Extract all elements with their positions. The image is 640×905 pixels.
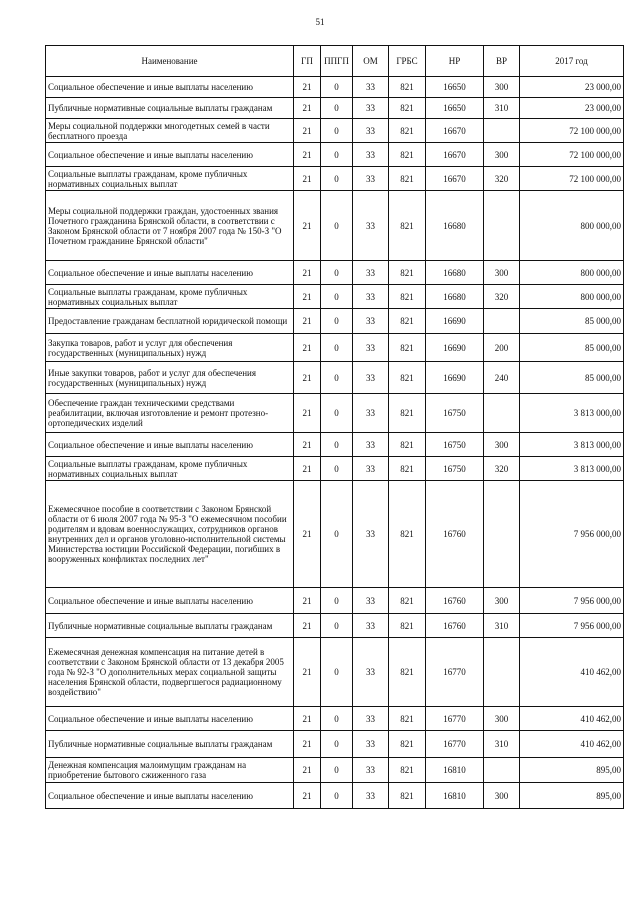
cell-om: 33 [353,285,389,309]
cell-om: 33 [353,707,389,731]
cell-om: 33 [353,143,389,167]
cell-ppgp: 0 [321,285,353,309]
table-row [46,98,624,119]
cell-gp: 21 [294,309,321,334]
column-header-np: НР [426,46,484,77]
column-header-year: 2017 год [520,46,624,77]
cell-grbs: 821 [389,334,426,362]
cell-amount: 410 462,00 [520,731,624,758]
cell-name: Социальное обеспечение и иные выплаты населению [46,588,294,614]
cell-vr [484,758,520,783]
cell-gp: 21 [294,707,321,731]
cell-amount: 85 000,00 [520,334,624,362]
cell-name: Публичные нормативные социальные выплаты гражданам [46,731,294,758]
cell-gp: 21 [294,362,321,394]
cell-name: Иные закупки товаров, работ и услуг для обеспечения государственных (муниципальных) нужд [46,362,294,394]
cell-vr: 320 [484,285,520,309]
cell-ppgp: 0 [321,433,353,457]
cell-ppgp: 0 [321,167,353,191]
cell-om: 33 [353,191,389,261]
cell-amount: 72 100 000,00 [520,143,624,167]
cell-gp: 21 [294,261,321,285]
cell-np: 16770 [426,707,484,731]
cell-np: 16670 [426,143,484,167]
cell-ppgp: 0 [321,457,353,481]
cell-np: 16670 [426,119,484,143]
table-row [46,309,624,334]
cell-om: 33 [353,783,389,809]
cell-om: 33 [353,119,389,143]
cell-ppgp: 0 [321,191,353,261]
column-header-vr: ВР [484,46,520,77]
cell-om: 33 [353,167,389,191]
cell-vr: 300 [484,143,520,167]
cell-grbs: 821 [389,433,426,457]
table-row [46,143,624,167]
cell-amount: 7 956 000,00 [520,614,624,638]
cell-grbs: 821 [389,731,426,758]
cell-grbs: 821 [389,309,426,334]
column-header-grbs: ГРБС [389,46,426,77]
table-row [46,588,624,614]
cell-amount: 3 813 000,00 [520,433,624,457]
cell-vr [484,481,520,588]
cell-gp: 21 [294,285,321,309]
cell-om: 33 [353,261,389,285]
cell-name: Меры социальной поддержки многодетных семей в части бесплатного проезда [46,119,294,143]
budget-table [45,45,624,809]
cell-gp: 21 [294,119,321,143]
cell-vr: 300 [484,707,520,731]
cell-np: 16770 [426,731,484,758]
cell-grbs: 821 [389,758,426,783]
cell-grbs: 821 [389,707,426,731]
cell-np: 16650 [426,98,484,119]
cell-gp: 21 [294,143,321,167]
cell-om: 33 [353,731,389,758]
cell-vr [484,638,520,707]
cell-name: Обеспечение граждан техническими средствами реабилитации, включая изготовление и ремонт протезно-ортопедических изделий [46,394,294,433]
cell-name: Публичные нормативные социальные выплаты гражданам [46,614,294,638]
cell-amount: 23 000,00 [520,77,624,98]
cell-vr: 240 [484,362,520,394]
table-row [46,191,624,261]
cell-amount: 23 000,00 [520,98,624,119]
cell-vr: 300 [484,588,520,614]
cell-ppgp: 0 [321,119,353,143]
cell-amount: 7 956 000,00 [520,588,624,614]
cell-ppgp: 0 [321,362,353,394]
cell-grbs: 821 [389,261,426,285]
table-row [46,783,624,809]
cell-gp: 21 [294,433,321,457]
table-header-row [46,46,624,77]
cell-np: 16690 [426,309,484,334]
table-row [46,638,624,707]
cell-grbs: 821 [389,588,426,614]
table-row [46,394,624,433]
cell-gp: 21 [294,731,321,758]
cell-np: 16670 [426,167,484,191]
page-number: 51 [315,17,325,27]
cell-grbs: 821 [389,638,426,707]
cell-ppgp: 0 [321,731,353,758]
cell-grbs: 821 [389,191,426,261]
cell-grbs: 821 [389,143,426,167]
cell-om: 33 [353,588,389,614]
table-row [46,457,624,481]
cell-amount: 72 100 000,00 [520,119,624,143]
cell-ppgp: 0 [321,98,353,119]
cell-om: 33 [353,614,389,638]
cell-name: Социальные выплаты гражданам, кроме публичных нормативных социальных выплат [46,285,294,309]
cell-np: 16650 [426,77,484,98]
cell-gp: 21 [294,614,321,638]
cell-vr: 310 [484,614,520,638]
cell-amount: 7 956 000,00 [520,481,624,588]
cell-gp: 21 [294,334,321,362]
table-row [46,758,624,783]
cell-name: Социальное обеспечение и иные выплаты населению [46,261,294,285]
cell-gp: 21 [294,98,321,119]
cell-name: Социальное обеспечение и иные выплаты населению [46,433,294,457]
table-row [46,481,624,588]
cell-grbs: 821 [389,394,426,433]
cell-om: 33 [353,98,389,119]
cell-vr: 310 [484,731,520,758]
cell-vr: 300 [484,433,520,457]
cell-np: 16690 [426,334,484,362]
cell-amount: 410 462,00 [520,638,624,707]
cell-ppgp: 0 [321,143,353,167]
table-row [46,119,624,143]
cell-gp: 21 [294,191,321,261]
cell-om: 33 [353,481,389,588]
table-row [46,362,624,394]
table-row [46,77,624,98]
cell-np: 16760 [426,481,484,588]
cell-vr [484,191,520,261]
cell-om: 33 [353,394,389,433]
cell-grbs: 821 [389,77,426,98]
cell-om: 33 [353,309,389,334]
cell-np: 16750 [426,457,484,481]
cell-ppgp: 0 [321,394,353,433]
table-row [46,731,624,758]
cell-grbs: 821 [389,98,426,119]
cell-np: 16810 [426,783,484,809]
table-row [46,285,624,309]
cell-ppgp: 0 [321,334,353,362]
cell-gp: 21 [294,457,321,481]
cell-grbs: 821 [389,119,426,143]
table-row [46,334,624,362]
table-row [46,433,624,457]
cell-ppgp: 0 [321,638,353,707]
cell-om: 33 [353,457,389,481]
cell-amount: 72 100 000,00 [520,167,624,191]
cell-np: 16680 [426,191,484,261]
cell-ppgp: 0 [321,261,353,285]
cell-grbs: 821 [389,167,426,191]
cell-vr [484,119,520,143]
cell-ppgp: 0 [321,707,353,731]
cell-ppgp: 0 [321,309,353,334]
cell-amount: 800 000,00 [520,261,624,285]
cell-grbs: 821 [389,481,426,588]
cell-gp: 21 [294,167,321,191]
cell-np: 16770 [426,638,484,707]
cell-vr [484,394,520,433]
table-row [46,707,624,731]
cell-name: Социальное обеспечение и иные выплаты населению [46,783,294,809]
cell-name: Социальные выплаты гражданам, кроме публичных нормативных социальных выплат [46,167,294,191]
cell-amount: 895,00 [520,758,624,783]
cell-gp: 21 [294,481,321,588]
cell-vr: 300 [484,77,520,98]
cell-amount: 410 462,00 [520,707,624,731]
cell-gp: 21 [294,77,321,98]
cell-vr: 300 [484,261,520,285]
cell-name: Денежная компенсация малоимущим гражданам на приобретение бытового сжиженного газа [46,758,294,783]
cell-ppgp: 0 [321,783,353,809]
cell-vr: 310 [484,98,520,119]
table-row [46,614,624,638]
cell-amount: 895,00 [520,783,624,809]
column-header-om: ОМ [353,46,389,77]
cell-np: 16690 [426,362,484,394]
cell-grbs: 821 [389,783,426,809]
cell-grbs: 821 [389,285,426,309]
cell-om: 33 [353,638,389,707]
cell-grbs: 821 [389,614,426,638]
cell-ppgp: 0 [321,481,353,588]
cell-gp: 21 [294,638,321,707]
cell-amount: 3 813 000,00 [520,457,624,481]
column-header-name: Наименование [46,46,294,77]
cell-om: 33 [353,433,389,457]
column-header-gp: ГП [294,46,321,77]
cell-name: Предоставление гражданам бесплатной юридической помощи [46,309,294,334]
cell-gp: 21 [294,588,321,614]
cell-om: 33 [353,758,389,783]
cell-vr: 320 [484,457,520,481]
cell-name: Социальные выплаты гражданам, кроме публичных нормативных социальных выплат [46,457,294,481]
cell-amount: 800 000,00 [520,285,624,309]
cell-gp: 21 [294,394,321,433]
cell-np: 16680 [426,285,484,309]
cell-np: 16760 [426,588,484,614]
column-header-ppgp: ППГП [321,46,353,77]
cell-gp: 21 [294,758,321,783]
cell-name: Ежемесячная денежная компенсация на питание детей в соответствии с Законом Брянской области от 13 декабря 2005 года № 92-З "О дополнительных мерах социальной защиты населения Брянской области, подвергшегося радиационному воздействию" [46,638,294,707]
cell-amount: 800 000,00 [520,191,624,261]
cell-np: 16750 [426,394,484,433]
cell-om: 33 [353,334,389,362]
cell-np: 16680 [426,261,484,285]
cell-vr: 300 [484,783,520,809]
cell-name: Ежемесячное пособие в соответствии с Законом Брянской области от 6 июля 2007 года № 95-З "О ежемесячном пособии родителям и вдовам военнослужащих, сотрудников органов внутренних дел и органов уголовно-исполнительной системы Министерства юстиции Российской Федерации, погибших в вооруженных конфликтах последних лет" [46,481,294,588]
cell-name: Социальное обеспечение и иные выплаты населению [46,143,294,167]
cell-amount: 85 000,00 [520,362,624,394]
cell-name: Социальное обеспечение и иные выплаты населению [46,77,294,98]
cell-grbs: 821 [389,457,426,481]
cell-amount: 85 000,00 [520,309,624,334]
cell-vr: 200 [484,334,520,362]
cell-grbs: 821 [389,362,426,394]
cell-om: 33 [353,362,389,394]
table-row [46,261,624,285]
cell-gp: 21 [294,783,321,809]
cell-name: Закупка товаров, работ и услуг для обеспечения государственных (муниципальных) нужд [46,334,294,362]
cell-name: Меры социальной поддержки граждан, удостоенных звания Почетного гражданина Брянской области, в соответствии с Законом Брянской области от 7 ноября 2007 года № 150-З "О Почетном гражданине Брянской области" [46,191,294,261]
table-row [46,167,624,191]
cell-name: Публичные нормативные социальные выплаты гражданам [46,98,294,119]
cell-name: Социальное обеспечение и иные выплаты населению [46,707,294,731]
cell-np: 16760 [426,614,484,638]
cell-np: 16750 [426,433,484,457]
cell-np: 16810 [426,758,484,783]
cell-ppgp: 0 [321,588,353,614]
cell-ppgp: 0 [321,758,353,783]
cell-vr: 320 [484,167,520,191]
cell-vr [484,309,520,334]
cell-ppgp: 0 [321,77,353,98]
cell-om: 33 [353,77,389,98]
cell-amount: 3 813 000,00 [520,394,624,433]
cell-ppgp: 0 [321,614,353,638]
